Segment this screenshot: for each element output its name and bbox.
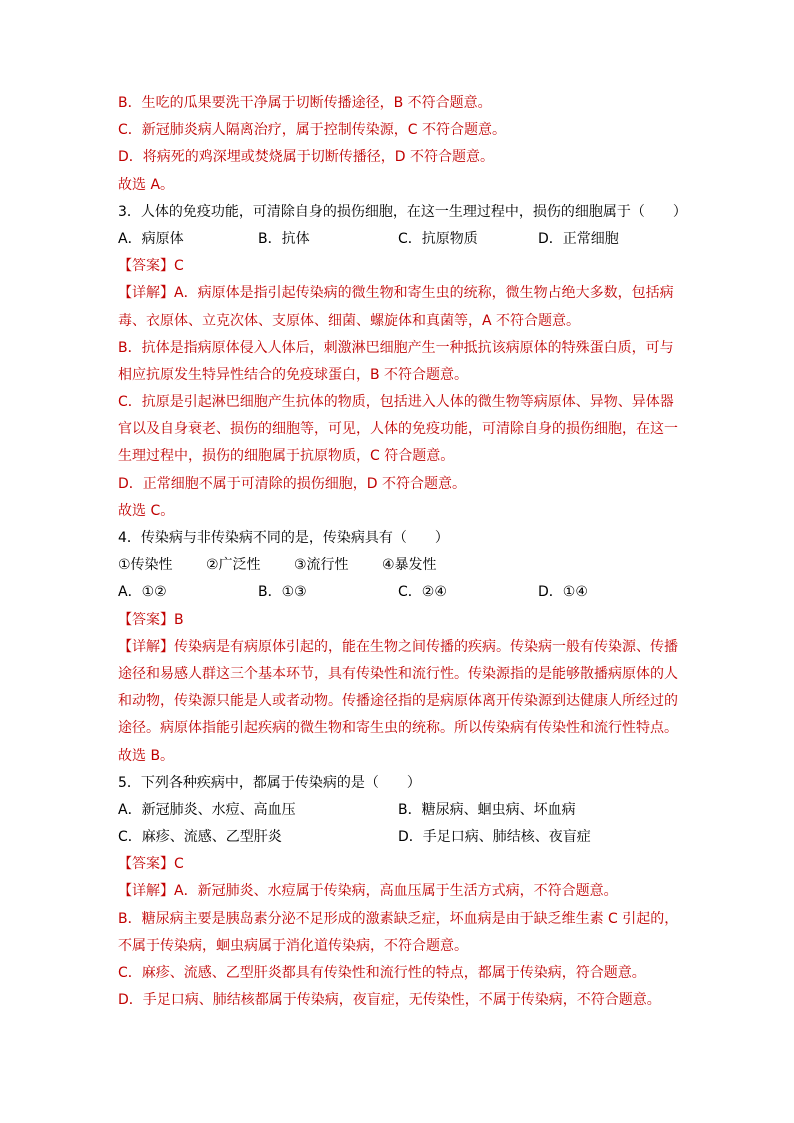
q3-detail-line: 官以及自身衰老、损伤的细胞等，可见，人体的免疫功能，可清除自身的损伤细胞，在这一 — [118, 421, 678, 438]
q3-option-d: D．正常细胞 — [538, 230, 619, 247]
q4-option-a: A．①② — [118, 584, 167, 601]
q4-options — [118, 579, 678, 606]
q4-conclusion: 故选 B。 — [118, 747, 175, 764]
q3-detail-line: D．正常细胞不属于可清除的损伤细胞，D 不符合题意。 — [118, 475, 467, 492]
q4-item-3: ③流行性 — [294, 557, 349, 574]
q4-answer — [118, 607, 678, 634]
q5-detail-line — [118, 878, 678, 905]
prev-line-c: C．新冠肺炎病人隔离治疗，属于控制传染源，C 不符合题意。 — [118, 122, 506, 139]
q4-detail-line: 途径和易感人群这三个基本环节，具有传染性和流行性。传染源指的是能够散播病原体的人 — [118, 665, 678, 682]
prev-line-b: B．生吃的瓜果要洗干净属于切断传播途径，B 不符合题意。 — [118, 95, 492, 111]
answer-tag: 【答案】 — [118, 856, 174, 873]
q3-detail-line: B．抗体是指病原体侵入人体后，刺激淋巴细胞产生一种抵抗该病原体的特殊蛋白质，可与 — [118, 339, 674, 356]
q5-option-d: D．手足口病、肺结核、夜盲症 — [398, 829, 591, 846]
q3-detail-line: C．抗原是引起淋巴细胞产生抗体的物质，包括进入人体的微生物等病原体、异物、异体器 — [118, 394, 674, 411]
q4-item-2: ②广泛性 — [206, 557, 261, 574]
q4-option-d: D．①④ — [538, 584, 588, 601]
q4-detail-line: 途径。病原体指能引起疾病的微生物和寄生虫的统称。所以传染病有传染性和流行性特点。 — [118, 720, 678, 737]
q3-conclusion: 故选 C。 — [118, 502, 175, 519]
q4-detail-line: 和动物，传染源只能是人或者动物。传播途径指的是病原体离开传染源到达健康人所经过的 — [118, 693, 678, 710]
detail-text: A．新冠肺炎、水痘属于传染病，高血压属于生活方式病，不符合题意。 — [174, 883, 618, 900]
answer-value: C — [174, 856, 184, 873]
detail-tag: 【详解】 — [118, 638, 174, 655]
detail-tag: 【详解】 — [118, 285, 174, 302]
q5-detail-line: 不属于传染病，蛔虫病属于消化道传染病，不符合题意。 — [118, 937, 468, 954]
q4-item-4: ④暴发性 — [382, 557, 437, 574]
q3-stem: 3．人体的免疫功能，可清除自身的损伤细胞，在这一生理过程中，损伤的细胞属于（ ） — [118, 203, 687, 220]
q4-detail-line — [118, 634, 678, 661]
q3-detail-line: 相应抗原发生特异性结合的免疫球蛋白，B 不符合题意。 — [118, 366, 469, 383]
q4-stem: 4．传染病与非传染病不同的是，传染病具有（ ） — [118, 530, 449, 546]
answer-tag: 【答案】 — [118, 611, 174, 628]
prev-line-d: D．将病死的鸡深埋或焚烧属于切断传播径，D 不符合题意。 — [118, 149, 495, 166]
q5-detail-line: B．糖尿病主要是胰岛素分泌不足形成的激素缺乏症，坏血病是由于缺乏维生素 C 引起的， — [118, 910, 679, 927]
detail-text: 传染病是有病原体引起的，能在生物之间传播的疾病。传染病一般有传染源、传播 — [174, 638, 678, 655]
q3-answer — [118, 253, 678, 280]
q3-detail-line: 生理过程中，损伤的细胞属于抗原物质，C 符合题意。 — [118, 448, 455, 465]
q5-option-c: C．麻疹、流感、乙型肝炎 — [118, 829, 282, 846]
prev-conclusion: 故选 A。 — [118, 176, 175, 193]
detail-tag: 【详解】 — [118, 883, 174, 900]
q3-option-b: B．抗体 — [258, 230, 310, 247]
q4-items — [118, 552, 678, 579]
answer-tag: 【答案】 — [118, 258, 174, 275]
document-page — [118, 90, 687, 1014]
q3-options — [118, 226, 678, 253]
answer-value: C — [174, 258, 184, 275]
q5-answer — [118, 851, 678, 878]
q5-option-a: A．新冠肺炎、水痘、高血压 — [118, 801, 296, 818]
q3-detail-line — [118, 280, 678, 307]
q5-options-row1 — [118, 797, 678, 824]
detail-text: A．病原体是指引起传染病的微生物和寄生虫的统称，微生物占绝大多数，包括病 — [174, 285, 674, 302]
q5-stem: 5．下列各种疾病中，都属于传染病的是（ ） — [118, 774, 421, 791]
q3-detail-line: 毒、衣原体、立克次体、支原体、细菌、螺旋体和真菌等，A 不符合题意。 — [118, 312, 581, 329]
q5-detail-line: C．麻疹、流感、乙型肝炎都具有传染性和流行性的特点，都属于传染病，符合题意。 — [118, 965, 646, 981]
q4-option-b: B．①③ — [258, 584, 307, 601]
q5-options-row2 — [118, 824, 678, 851]
q5-option-b: B．糖尿病、蛔虫病、坏血病 — [398, 801, 576, 818]
q3-option-a: A．病原体 — [118, 230, 184, 247]
q3-option-c: C．抗原物质 — [398, 230, 478, 247]
q5-detail-line: D．手足口病、肺结核都属于传染病，夜盲症，无传染性，不属于传染病，不符合题意。 — [118, 992, 661, 1009]
answer-value: B — [174, 611, 184, 628]
q4-option-c: C．②④ — [398, 584, 447, 601]
q4-item-1: ①传染性 — [118, 557, 173, 574]
